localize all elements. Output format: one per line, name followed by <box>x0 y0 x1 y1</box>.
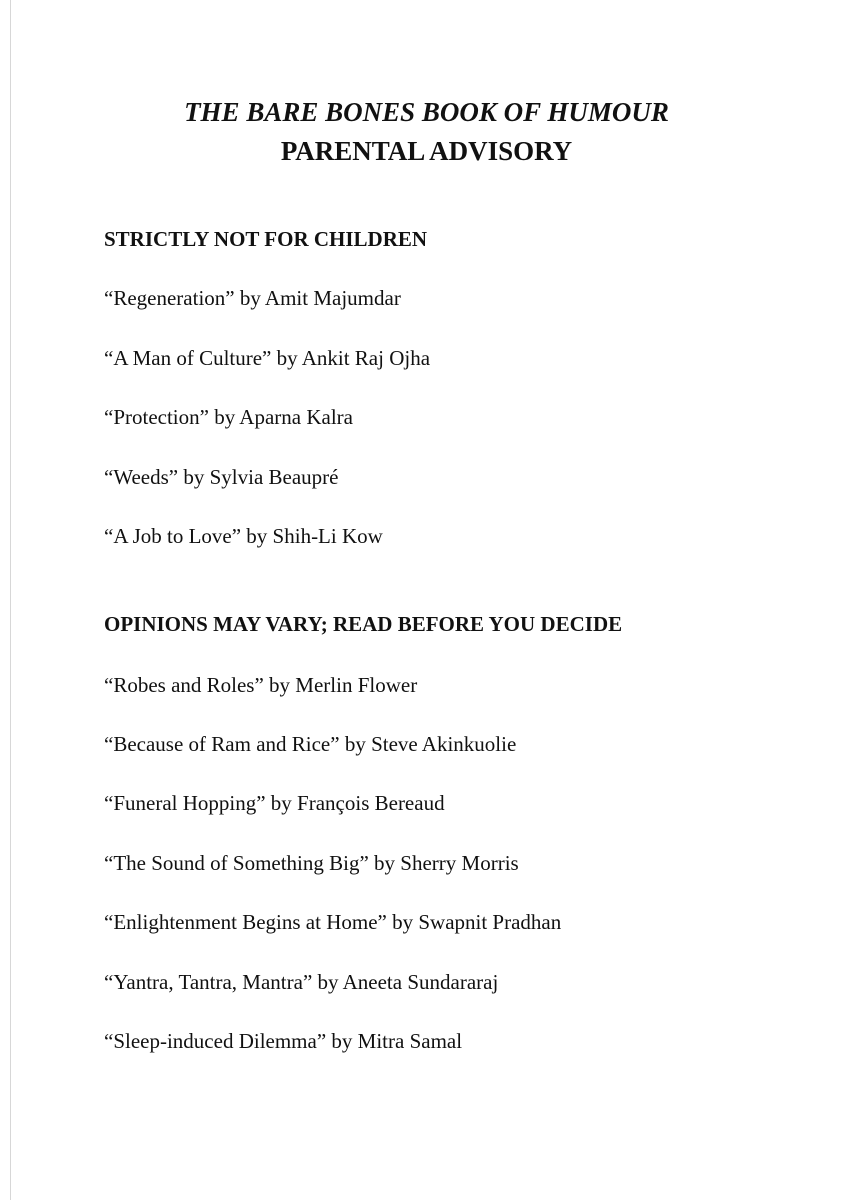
section-heading-strictly-not-for-children: STRICTLY NOT FOR CHILDREN <box>104 227 428 251</box>
story-entry: “Sleep-induced Dilemma” by Mitra Samal <box>104 1029 463 1053</box>
story-entry: “Protection” by Aparna Kalra <box>104 405 353 429</box>
story-entry: “A Job to Love” by Shih-Li Kow <box>104 524 383 548</box>
story-entry: “Because of Ram and Rice” by Steve Akinkuolie <box>104 732 517 756</box>
story-entry: “Robes and Roles” by Merlin Flower <box>104 673 418 697</box>
story-entry: “The Sound of Something Big” by Sherry Morris <box>104 851 519 875</box>
page-edge-divider <box>10 0 11 1200</box>
story-entry: “Yantra, Tantra, Mantra” by Aneeta Sundararaj <box>104 970 499 994</box>
story-entry: “Regeneration” by Amit Majumdar <box>104 286 401 310</box>
story-entry: “Weeds” by Sylvia Beaupré <box>104 465 339 489</box>
story-entry: “A Man of Culture” by Ankit Raj Ojha <box>104 346 431 370</box>
book-title: THE BARE BONES BOOK OF HUMOUR <box>184 97 669 127</box>
section-heading-opinions-may-vary: OPINIONS MAY VARY; READ BEFORE YOU DECIDE <box>104 612 623 636</box>
story-entry: “Enlightenment Begins at Home” by Swapnit Pradhan <box>104 910 562 934</box>
advisory-title: PARENTAL ADVISORY <box>280 136 573 166</box>
story-entry: “Funeral Hopping” by François Bereaud <box>104 791 445 815</box>
